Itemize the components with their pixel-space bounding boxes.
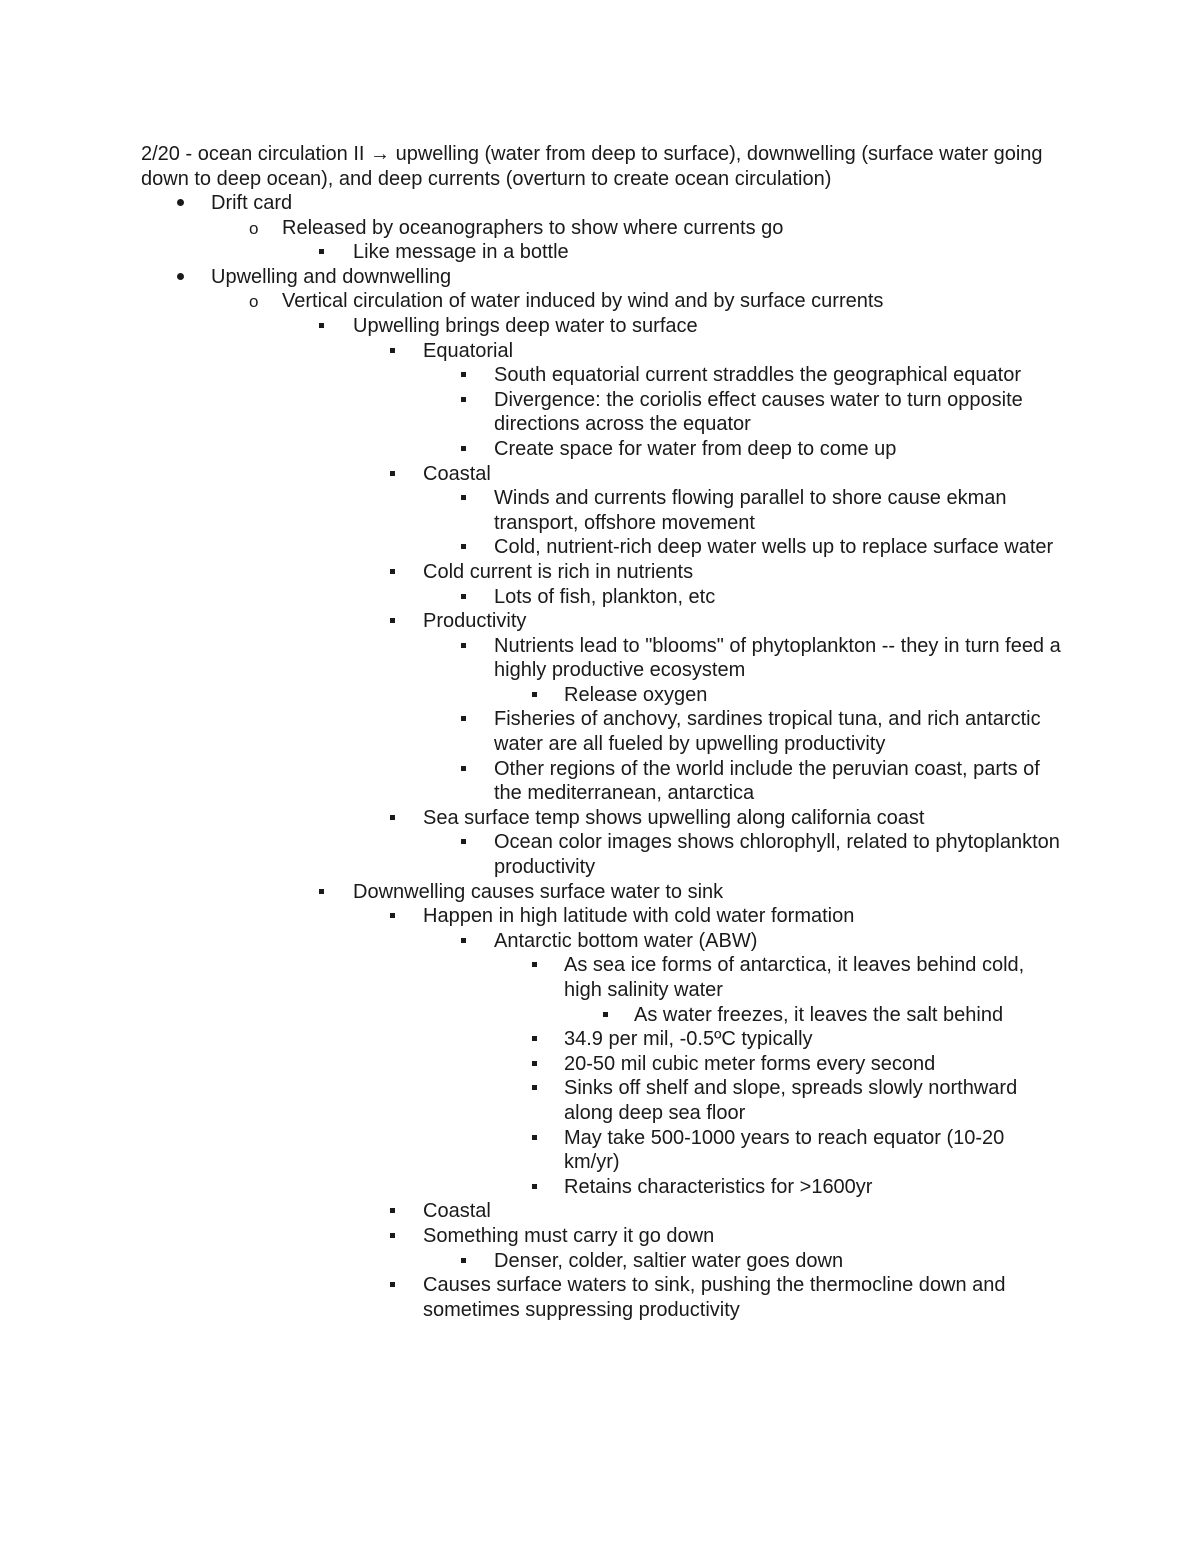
intro-paragraph: 2/20 - ocean circulation II → upwelling (water from deep to surface), downwelling (surface water going down to deep ocean), and deep currents (overturn to create ocean circulation) bbox=[141, 143, 1043, 190]
list-item bbox=[0, 1052, 1200, 1077]
list-item-text: 20-50 mil cubic meter forms every second bbox=[564, 1052, 936, 1075]
list-item-text: Something must carry it go down bbox=[423, 1224, 715, 1247]
list-item bbox=[0, 707, 1200, 756]
bullet-outline bbox=[0, 191, 1200, 1322]
bullet-circle-icon: o bbox=[249, 292, 259, 312]
list-item-text: Downwelling causes surface water to sink bbox=[353, 880, 724, 903]
list-item bbox=[0, 216, 1200, 241]
list-item bbox=[0, 339, 1200, 364]
list-item bbox=[0, 634, 1200, 683]
list-item bbox=[0, 462, 1200, 487]
list-item bbox=[0, 1199, 1200, 1224]
list-item bbox=[0, 191, 1200, 216]
list-item bbox=[0, 683, 1200, 708]
list-item bbox=[0, 1175, 1200, 1200]
list-item bbox=[0, 1076, 1200, 1125]
list-item bbox=[0, 1273, 1200, 1322]
list-item-text: Coastal bbox=[423, 1200, 491, 1223]
list-item bbox=[0, 1126, 1200, 1175]
list-item bbox=[0, 585, 1200, 610]
list-item bbox=[0, 314, 1200, 339]
list-item-text: Release oxygen bbox=[564, 683, 708, 706]
list-item-text: Released by oceanographers to show where currents go bbox=[282, 216, 784, 239]
list-item-text: Other regions of the world include the peruvian coast, parts of the mediterranean, antarctica bbox=[494, 757, 1040, 805]
list-item bbox=[0, 363, 1200, 388]
list-item-text: Drift card bbox=[211, 192, 293, 214]
list-item-text: Upwelling and downwelling bbox=[211, 265, 452, 288]
list-item-text: Cold current is rich in nutrients bbox=[423, 560, 694, 583]
list-item-text: Retains characteristics for >1600yr bbox=[564, 1175, 873, 1198]
list-item bbox=[0, 1249, 1200, 1274]
list-item-text: Like message in a bottle bbox=[353, 241, 569, 264]
list-item-text: Causes surface waters to sink, pushing the thermocline down and sometimes suppressing productivity bbox=[423, 1274, 1006, 1321]
list-item bbox=[0, 240, 1200, 265]
list-item-text: Ocean color images shows chlorophyll, related to phytoplankton productivity bbox=[494, 831, 1060, 879]
list-item-text: As sea ice forms of antarctica, it leaves behind cold, high salinity water bbox=[564, 954, 1025, 1001]
list-item-text: Denser, colder, saltier water goes down bbox=[494, 1249, 844, 1272]
list-item bbox=[0, 265, 1200, 290]
list-item bbox=[0, 830, 1200, 879]
list-item-text: Equatorial bbox=[423, 339, 514, 362]
list-item bbox=[0, 806, 1200, 831]
list-item bbox=[0, 289, 1200, 314]
list-item-text: Lots of fish, plankton, etc bbox=[494, 585, 716, 608]
list-item bbox=[0, 535, 1200, 560]
list-item-text: Upwelling brings deep water to surface bbox=[353, 314, 698, 337]
list-item bbox=[0, 904, 1200, 929]
list-item-text: Antarctic bottom water (ABW) bbox=[494, 929, 758, 952]
list-item bbox=[0, 1027, 1200, 1052]
list-item-text: Cold, nutrient-rich deep water wells up to replace surface water bbox=[494, 536, 1054, 559]
list-item-text: 34.9 per mil, -0.5ºC typically bbox=[564, 1028, 813, 1051]
list-item bbox=[0, 757, 1200, 806]
list-item-text: Sinks off shelf and slope, spreads slowly northward along deep sea floor bbox=[564, 1077, 1018, 1124]
list-item-text: May take 500-1000 years to reach equator (10-20 km/yr) bbox=[564, 1126, 1005, 1174]
list-item bbox=[0, 560, 1200, 585]
list-item-text: Vertical circulation of water induced by wind and by surface currents bbox=[282, 290, 884, 313]
list-item-text: Productivity bbox=[423, 610, 527, 633]
list-item bbox=[0, 1224, 1200, 1249]
list-item-text: Winds and currents flowing parallel to shore cause ekman transport, offshore movement bbox=[494, 487, 1007, 534]
bullet-circle-icon: o bbox=[249, 218, 259, 238]
list-item-text: Sea surface temp shows upwelling along california coast bbox=[423, 806, 925, 829]
list-item-text: Coastal bbox=[423, 462, 491, 485]
list-item-text: Divergence: the coriolis effect causes water to turn opposite directions across the equator bbox=[494, 388, 1023, 436]
list-item bbox=[0, 609, 1200, 634]
list-item-text: Nutrients lead to "blooms" of phytoplankton -- they in turn feed a highly productive ecosystem bbox=[494, 634, 1061, 682]
list-item bbox=[0, 929, 1200, 954]
list-item-text: Fisheries of anchovy, sardines tropical tuna, and rich antarctic water are all fueled by upwelling productivity bbox=[494, 708, 1041, 756]
list-item-text: Create space for water from deep to come up bbox=[494, 437, 897, 460]
list-item-text: South equatorial current straddles the geographical equator bbox=[494, 364, 1022, 387]
list-item bbox=[0, 880, 1200, 905]
list-item-text: As water freezes, it leaves the salt behind bbox=[634, 1003, 1004, 1026]
list-item bbox=[0, 1003, 1200, 1028]
list-item bbox=[0, 437, 1200, 462]
list-item bbox=[0, 953, 1200, 1002]
list-item bbox=[0, 486, 1200, 535]
list-item-text: Happen in high latitude with cold water formation bbox=[423, 905, 855, 928]
list-item bbox=[0, 388, 1200, 437]
